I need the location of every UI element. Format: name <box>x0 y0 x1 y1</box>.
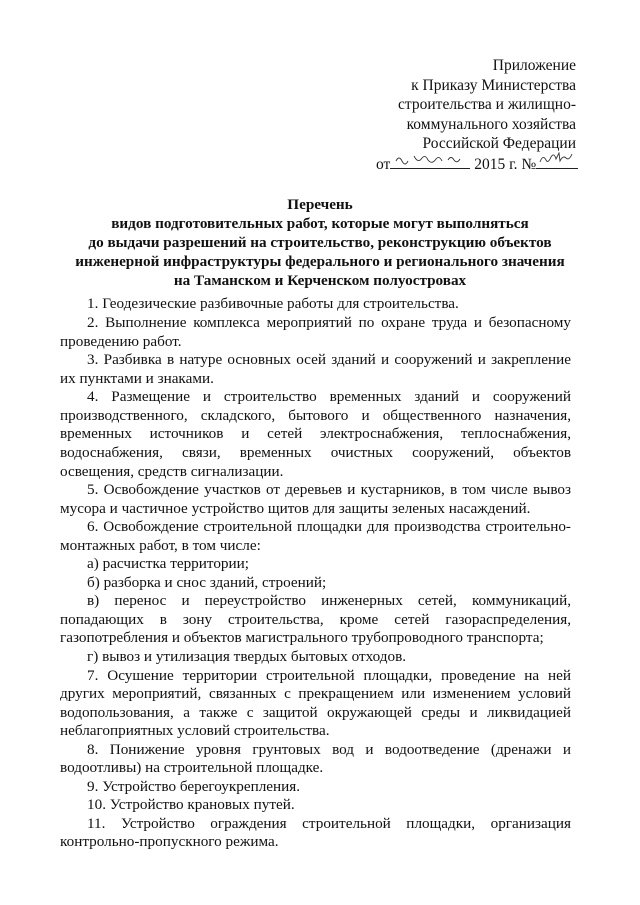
list-item: 4. Размещение и строительство временных зданий и сооружений производственного, складского, бытового и общественного назначения, временных источников и сетей электроснабжения, теплоснабжения, водоснабжения, связи, временных очистных сооружений, объектов освещения, средств сигнализации. <box>60 388 571 480</box>
title-line: инженерной инфраструктуры федерального и регионального значения <box>75 253 565 270</box>
list-subitem: б) разборка и снос зданий, строений; <box>87 573 327 591</box>
header-line: коммунального хозяйства <box>406 115 576 133</box>
list-subitem: а) расчистка территории; <box>87 555 249 573</box>
header-line: Российской Федерации <box>422 135 576 152</box>
list-item: 1. Геодезические разбивочные работы для строительства. <box>87 295 459 312</box>
header-addressee <box>376 56 576 174</box>
document-body <box>60 295 571 852</box>
handwritten-date-signature <box>390 154 470 169</box>
list-item: 9. Устройство берегоукрепления. <box>87 777 301 795</box>
header-line: к Приказу Министерства <box>411 76 576 94</box>
handwritten-order-number-signature <box>536 154 578 169</box>
list-subitem: г) вывоз и утилизация твердых бытовых отходов. <box>87 647 407 665</box>
list-item: 5. Освобождение участков от деревьев и кустарников, в том числе вывоз мусора и частичное устройство щитов для защиты зеленых насаждений. <box>60 481 571 517</box>
header-line: Приложение <box>492 57 576 74</box>
date-year: 2015 г. <box>474 155 518 173</box>
list-subitem: в) перенос и переустройство инженерных сетей, коммуникаций, попадающих в зону строительства, кроме сетей газораспределения, газопотребления и объектов магистрального трубопроводного транспорта; <box>60 592 571 647</box>
list-item: 3. Разбивка в натуре основных осей зданий и сооружений и закрепление их пунктами и знаками. <box>60 351 571 387</box>
list-item: 2. Выполнение комплекса мероприятий по охране труда и безопасному проведению работ. <box>60 314 571 350</box>
list-item: 7. Осушение территории строительной площадки, проведение на ней других мероприятий, связанных с прекращением или изменением условий водопользования, а также с защитой окружающей среды и ликвидацией неблагоприятных условий строительства. <box>60 666 571 740</box>
title-line: до выдачи разрешений на строительство, реконструкцию объектов <box>88 234 552 251</box>
document-title <box>60 195 580 290</box>
title-line: видов подготовительных работ, которые могут выполняться <box>111 215 529 232</box>
list-item: 11. Устройство ограждения строительной площадки, организация контрольно-пропускного режима. <box>60 814 571 851</box>
list-item: 8. Понижение уровня грунтовых вод и водоотведение (дренажи и водоотливы) на строительной площадке. <box>60 740 571 777</box>
date-prefix: от <box>376 155 391 173</box>
header-line: строительства и жилищно- <box>398 96 576 113</box>
title-line: Перечень <box>287 196 353 213</box>
order-date-line <box>376 154 576 175</box>
list-item: 6. Освобождение строительной площадки для производства строительно-монтажных работ, в том числе: <box>60 518 571 554</box>
number-prefix: № <box>521 155 537 173</box>
title-line: на Таманском и Керченском полуостровах <box>173 272 467 289</box>
list-item: 10. Устройство крановых путей. <box>87 796 295 814</box>
